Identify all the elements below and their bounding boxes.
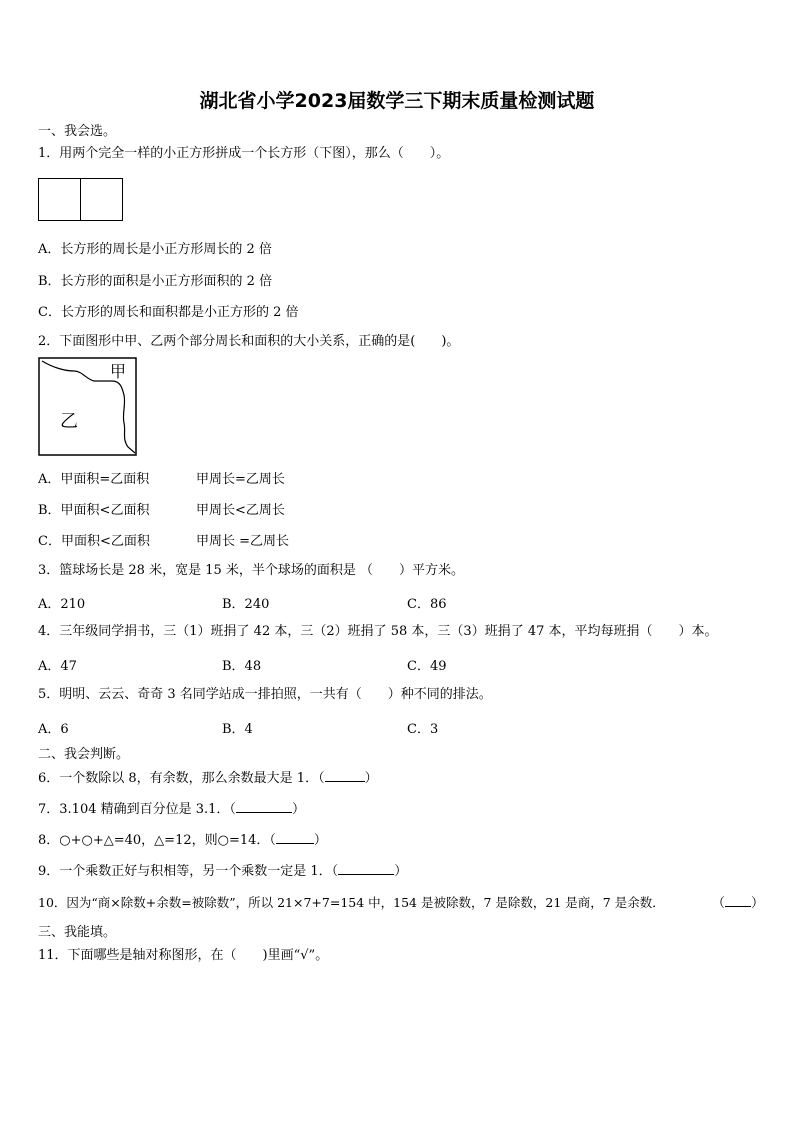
section-heading-1: 一、我会选。 xyxy=(38,124,117,139)
question-10-answer xyxy=(712,894,764,913)
q3-option-c: C．86 xyxy=(407,597,447,612)
two-squares-figure xyxy=(38,178,124,222)
label-yi: 乙 xyxy=(60,411,78,432)
question-7 xyxy=(38,800,305,819)
q4-option-c: C．49 xyxy=(407,659,447,674)
q2-option-a-perimeter: 甲周长=乙周长 xyxy=(196,472,285,487)
question-3: 3．篮球场长是 28 米，宽是 15 米，半个球场的面积是 （ ）平方米。 xyxy=(38,563,465,578)
page-title: 湖北省小学2023届数学三下期末质量检测试题 xyxy=(199,90,595,112)
section-heading-2: 二、我会判断。 xyxy=(38,747,130,762)
question-5: 5．明明、云云、奇奇 3 名同学站成一排拍照，一共有（ ）种不同的排法。 xyxy=(38,687,492,702)
q4-option-b: B．48 xyxy=(222,659,262,674)
q3-option-b: B．240 xyxy=(222,597,270,612)
q3-option-a: A．210 xyxy=(38,597,86,612)
question-4: 4．三年级同学捐书，三（1）班捐了 42 本，三（2）班捐了 58 本，三（3）班捐了 47 本，平均每班捐（ ）本。 xyxy=(38,624,718,639)
q2-option-a-area: A．甲面积=乙面积 xyxy=(38,472,150,487)
q2-option-b-area: B．甲面积<乙面积 xyxy=(38,503,150,518)
jia-yi-figure xyxy=(38,357,138,457)
q2-option-c-perimeter: 甲周长 =乙周长 xyxy=(196,534,290,549)
q2-option-c-area: C．甲面积<乙面积 xyxy=(38,534,150,549)
question-10-open: （ xyxy=(712,896,726,911)
q5-option-c: C．3 xyxy=(407,722,439,737)
question-7-text: 7．3.104 精确到百分位是 3.1．（ xyxy=(38,802,236,817)
section-heading-3: 三、我能填。 xyxy=(38,925,117,940)
q1-option-b: B．长方形的面积是小正方形面积的 2 倍 xyxy=(38,274,273,289)
answer-blank-9[interactable] xyxy=(338,862,394,875)
q4-option-a: A．47 xyxy=(38,659,77,674)
question-10: 10．因为“商×除数+余数=被除数”，所以 21×7+7=154 中，154 是被除数，7 是除数，21 是商，7 是余数． xyxy=(38,895,665,910)
question-6-close: ） xyxy=(364,771,378,786)
q2-option-b-perimeter: 甲周长<乙周长 xyxy=(196,503,285,518)
answer-blank-6[interactable] xyxy=(325,769,365,782)
question-1: 1．用两个完全一样的小正方形拼成一个长方形（下图），那么（ ）。 xyxy=(38,146,450,161)
q5-option-b: B．4 xyxy=(222,722,253,737)
question-2: 2．下面图形中甲、乙两个部分周长和面积的大小关系，正确的是( )。 xyxy=(38,334,460,349)
label-jia: 甲 xyxy=(110,362,127,381)
q5-option-a: A．6 xyxy=(38,722,69,737)
question-11: 11．下面哪些是轴对称图形，在（ )里画“√”。 xyxy=(38,948,329,963)
question-8-close: ） xyxy=(313,833,327,848)
question-9-close: ） xyxy=(394,864,408,879)
answer-blank-8[interactable] xyxy=(276,831,314,844)
question-8 xyxy=(38,831,327,850)
answer-blank-10[interactable] xyxy=(725,894,751,907)
q1-option-a: A．长方形的周长是小正方形周长的 2 倍 xyxy=(38,242,272,257)
question-8-text: 8．○+○+△=40，△=12，则○=14．（ xyxy=(38,833,276,848)
question-9-text: 9．一个乘数正好与积相等，另一个乘数一定是 1．（ xyxy=(38,864,339,879)
question-10-close: ） xyxy=(751,896,765,911)
question-9 xyxy=(38,862,407,881)
question-6 xyxy=(38,769,378,788)
question-6-text: 6．一个数除以 8，有余数，那么余数最大是 1．（ xyxy=(38,771,325,786)
q1-option-c: C．长方形的周长和面积都是小正方形的 2 倍 xyxy=(38,305,299,320)
question-7-close: ） xyxy=(291,802,305,817)
answer-blank-7[interactable] xyxy=(236,800,292,813)
